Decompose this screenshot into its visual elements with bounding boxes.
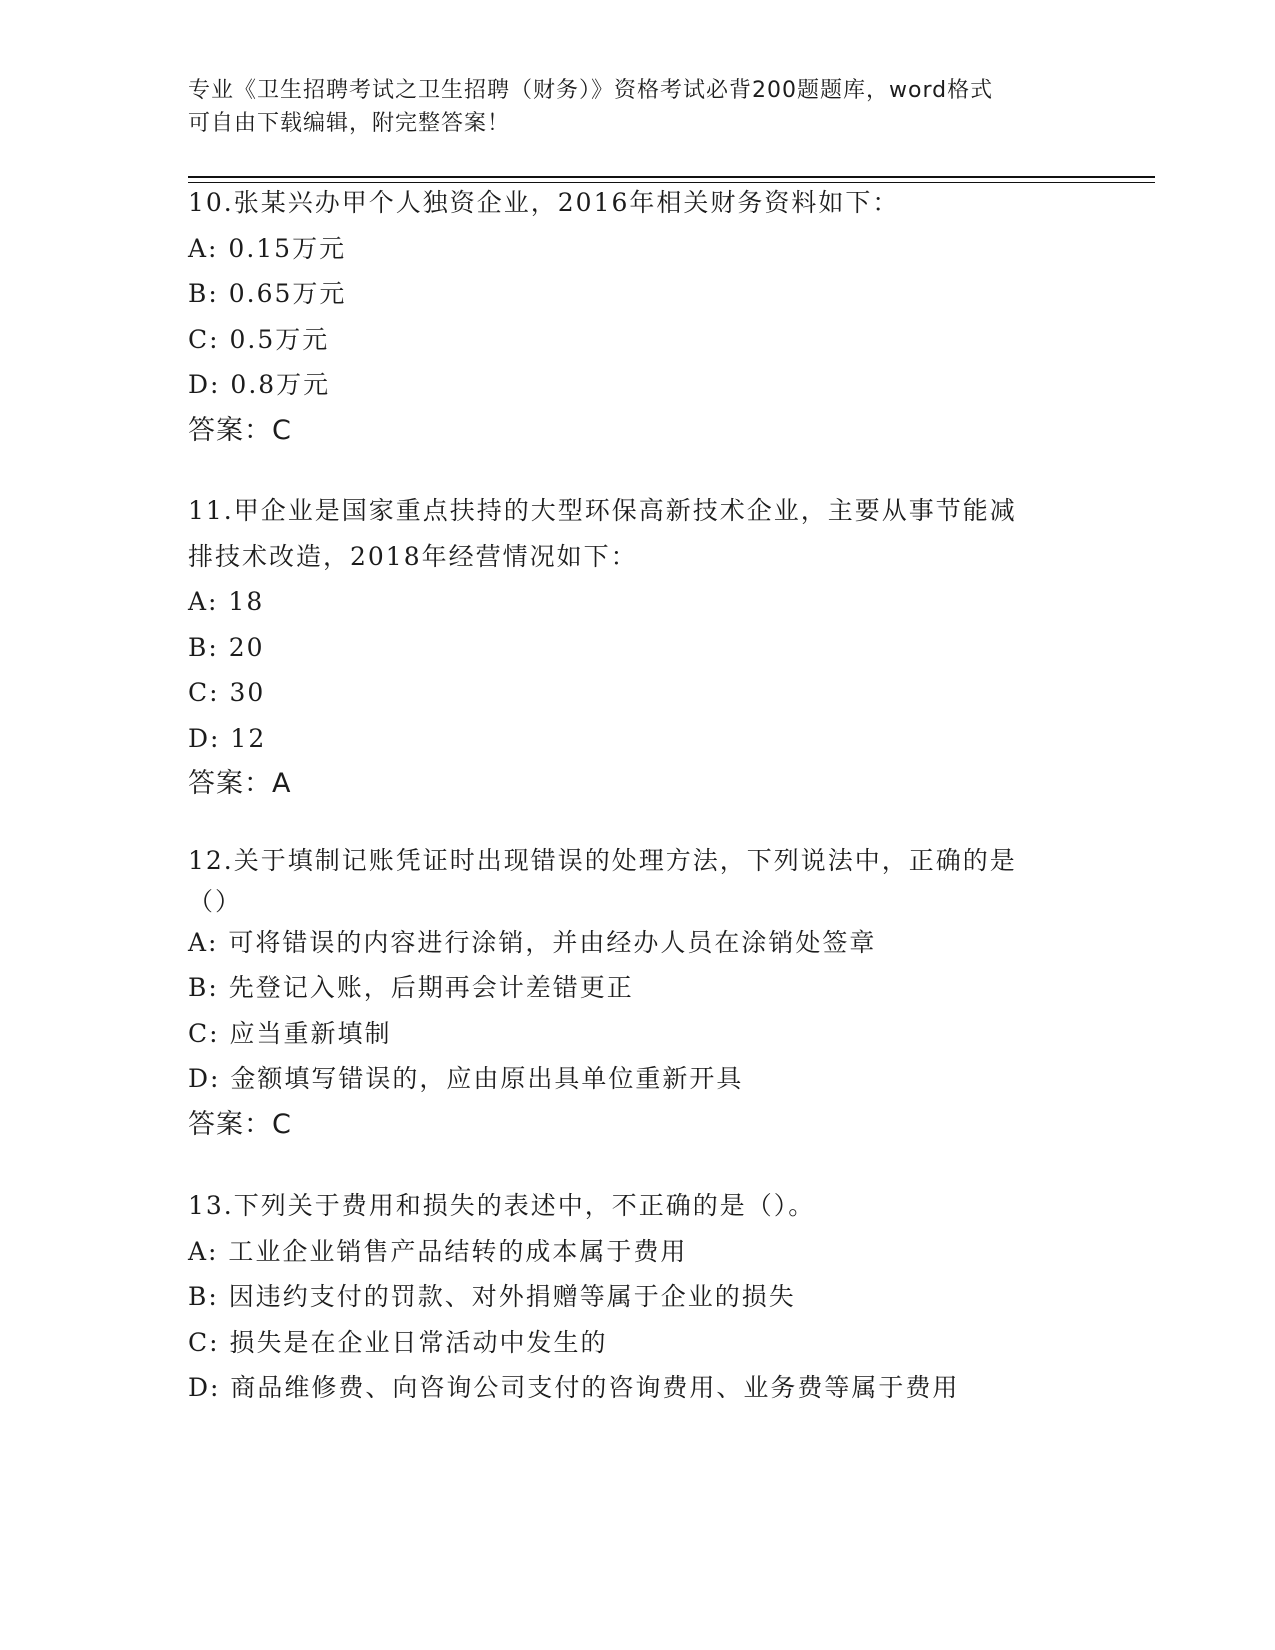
answer-line: 答案：A	[188, 768, 292, 799]
header-line-1: 专业《卫生招聘考试之卫生招聘（财务）》资格考试必背200题题库，word格式	[188, 78, 994, 103]
option-c: C: 损失是在企业日常活动中发生的	[188, 1327, 608, 1357]
header-line-2: 可自由下载编辑，附完整答案！	[188, 111, 511, 136]
option-a: A: 0.15万元	[188, 233, 347, 263]
option-a: A: 工业企业销售产品结转的成本属于费用	[188, 1236, 688, 1266]
question-stem: 12.关于填制记账凭证时出现错误的处理方法，下列说法中，正确的是	[188, 846, 1017, 875]
question-10	[188, 180, 1088, 453]
question-11	[188, 488, 1088, 807]
question-12	[188, 838, 1088, 1147]
option-b: B: 先登记入账，后期再会计差错更正	[188, 973, 634, 1002]
option-a: A: 18	[188, 587, 265, 616]
option-d: D: 0.8万元	[188, 370, 331, 399]
option-c: C: 0.5万元	[188, 324, 330, 354]
option-b: B: 因违约支付的罚款、对外捐赠等属于企业的损失	[188, 1282, 796, 1311]
question-stem-continued: （）	[188, 886, 243, 916]
answer-line: 答案：C	[188, 414, 292, 446]
question-stem: 11.甲企业是国家重点扶持的大型环保高新技术企业，主要从事节能减	[188, 496, 1017, 525]
option-b: B: 20	[188, 632, 265, 662]
option-b: B: 0.65万元	[188, 279, 347, 308]
document-header	[188, 74, 1068, 140]
option-d: D: 12	[188, 723, 267, 753]
question-stem-continued: 排技术改造，2018年经营情况如下：	[188, 541, 638, 571]
answer-line: 答案：C	[188, 1108, 292, 1140]
header-divider-thick	[188, 176, 1155, 178]
option-c: C: 应当重新填制	[188, 1018, 392, 1048]
option-d: D: 金额填写错误的，应由原出具单位重新开具	[188, 1064, 744, 1093]
option-c: C: 30	[188, 678, 266, 707]
option-d: D: 商品维修费、向咨询公司支付的咨询费用、业务费等属于费用	[188, 1373, 960, 1402]
option-a: A: 可将错误的内容进行涂销，并由经办人员在涂销处签章	[188, 927, 877, 957]
question-stem: 10.张某兴办甲个人独资企业，2016年相关财务资料如下：	[188, 188, 900, 217]
question-stem: 13.下列关于费用和损失的表述中，不正确的是（）。	[188, 1191, 816, 1220]
question-13	[188, 1183, 1088, 1411]
